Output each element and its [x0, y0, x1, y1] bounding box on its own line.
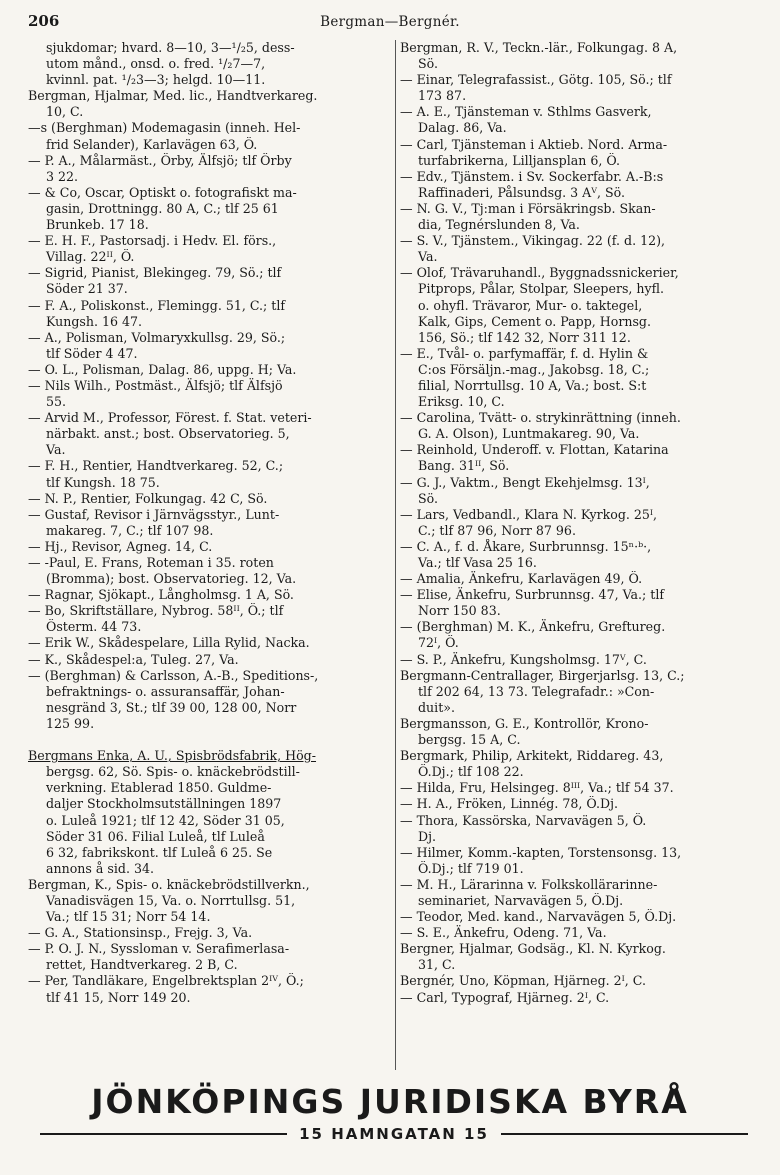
- directory-line: Bergmann-Centrallager, Birgerjarlsg. 13, C.;: [400, 667, 685, 683]
- directory-line: (Bromma); bost. Observatorieg. 12, Va.: [46, 571, 297, 587]
- directory-line: — Bo, Skriftställare, Nybrog. 58ᴵᴵ, Ö.; tlf: [28, 603, 284, 619]
- directory-line: G. A. Olson), Luntmakareg. 90, Va.: [418, 426, 640, 442]
- directory-line: — Ragnar, Sjökapt., Långholmsg. 1 A, Sö.: [28, 587, 294, 603]
- directory-line: — K., Skådespel:a, Tuleg. 27, Va.: [28, 651, 239, 667]
- directory-line: dia, Tegnérslunden 8, Va.: [418, 217, 580, 233]
- directory-line: bergsg. 62, Sö. Spis- o. knäckebrödstill-: [46, 764, 300, 780]
- directory-line: Va.: [46, 442, 66, 458]
- directory-line: tlf 202 64, 13 73. Telegrafadr.: »Con-: [418, 683, 655, 699]
- directory-line: — C. A., f. d. Åkare, Surbrunnsg. 15ⁿ·ᵇ·,: [400, 538, 652, 554]
- directory-line: — P. A., Målarmäst., Örby, Älfsjö; tlf Örby: [28, 152, 292, 168]
- directory-line: Va.; tlf Vasa 25 16.: [418, 555, 537, 570]
- left-rule: [40, 1133, 287, 1135]
- page-number: 206: [28, 12, 60, 30]
- directory-line: — A., Polisman, Volmaryxkullsg. 29, Sö.;: [28, 329, 286, 345]
- directory-line: annons å sid. 34.: [46, 860, 154, 876]
- directory-line: —s (Berghman) Modemagasin (inneh. Hel-: [28, 120, 301, 136]
- directory-line: — Hilda, Fru, Helsingeg. 8ᴵᴵᴵ, Va.; tlf 54 37.: [400, 780, 674, 796]
- directory-line: — G. J., Vaktm., Bengt Ekehjelmsg. 13ᴵ,: [400, 474, 650, 490]
- column-divider: [395, 40, 396, 1070]
- directory-line: Bergmark, Philip, Arkitekt, Riddareg. 43,: [400, 748, 664, 764]
- directory-line: Bergman, K., Spis- o. knäckebrödstillverkn.,: [28, 876, 310, 892]
- directory-line: — Hilmer, Komm.-kapten, Torstensonsg. 13,: [400, 844, 682, 860]
- directory-line: befraktnings- o. assuransaffär, Johan-: [46, 683, 285, 699]
- directory-line: Bergnér, Uno, Köpman, Hjärneg. 2ᴵ, C.: [400, 973, 646, 989]
- directory-line: — (Berghman) M. K., Änkefru, Greftureg.: [400, 619, 666, 635]
- directory-line: Söder 31 06. Filial Luleå, tlf Luleå: [46, 828, 265, 844]
- directory-line: tlf 41 15, Norr 149 20.: [46, 989, 191, 1005]
- directory-line: Dj.: [418, 828, 437, 844]
- directory-line: duit».: [418, 699, 455, 715]
- directory-line: Bang. 31ᴵᴵ, Sö.: [418, 458, 510, 474]
- advertisement-title: JÖNKÖPINGS JURIDISKA BYRÅ: [91, 1082, 689, 1121]
- directory-line: tlf Kungsh. 18 75.: [46, 474, 160, 490]
- directory-line: — Lars, Vedbandl., Klara N. Kyrkog. 25ᴵ,: [400, 506, 658, 522]
- right-column: [400, 40, 770, 1006]
- directory-line: nesgränd 3, St.; tlf 39 00, 128 00, Norr: [46, 699, 297, 715]
- directory-line: Bergner, Hjalmar, Godsäg., Kl. N. Kyrkog.: [400, 941, 666, 957]
- directory-line: tlf Söder 4 47.: [46, 345, 138, 361]
- directory-line: Pitprops, Pålar, Stolpar, Sleepers, hyfl.: [418, 281, 665, 297]
- directory-line: — Carolina, Tvätt- o. strykinrättning (inneh.: [400, 410, 681, 426]
- directory-line: — P. O. J. N., Syssloman v. Serafimerlasa-: [28, 941, 290, 957]
- directory-line: Dalag. 86, Va.: [418, 120, 507, 136]
- directory-line: rettet, Handtverkareg. 2 B, C.: [46, 957, 238, 973]
- directory-line: — Sigrid, Pianist, Blekingeg. 79, Sö.; tlf: [28, 265, 282, 281]
- directory-line: — N. G. V., Tj:man i Försäkringsb. Skan-: [400, 200, 656, 216]
- directory-line: Bergmans Enka, A. U., Spisbrödsfabrik, Hög-: [28, 748, 317, 764]
- directory-line: 55.: [46, 394, 67, 410]
- directory-line: Va.; tlf 15 31; Norr 54 14.: [46, 909, 211, 925]
- directory-line: — Nils Wilh., Postmäst., Älfsjö; tlf Älfsjö: [28, 377, 283, 393]
- directory-line: Brunkeb. 17 18.: [46, 217, 149, 233]
- directory-line: — N. P., Rentier, Folkungag. 42 C, Sö.: [28, 490, 268, 506]
- directory-line: C.; tlf 87 96, Norr 87 96.: [418, 522, 576, 538]
- directory-line: 10, C.: [46, 104, 84, 120]
- left-column: [28, 40, 390, 1006]
- right-rule: [501, 1133, 748, 1135]
- directory-line: 3 22.: [46, 168, 79, 184]
- directory-line: makareg. 7, C.; tlf 107 98.: [46, 522, 214, 538]
- directory-line: o. Luleå 1921; tlf 12 42, Söder 31 05,: [46, 812, 285, 828]
- directory-line: — Olof, Trävaruhandl., Byggnadssnickerier,: [400, 265, 679, 281]
- directory-line: filial, Norrtullsg. 10 A, Va.; bost. S:t: [418, 377, 647, 393]
- advertisement-address: 15 HAMNGATAN 15: [299, 1125, 489, 1143]
- directory-line: Ö.Dj.; tlf 108 22.: [418, 764, 524, 780]
- directory-line: kvinnl. pat. ¹/₂3—3; helgd. 10—11.: [46, 72, 266, 88]
- directory-line: Kalk, Gips, Cement o. Papp, Hornsg.: [418, 313, 651, 329]
- directory-line: 173 87.: [418, 88, 467, 104]
- directory-line: Sö.: [418, 490, 438, 506]
- directory-line: Söder 21 37.: [46, 281, 128, 297]
- directory-line: Raffinaderi, Pålsundsg. 3 Aⱽ, Sö.: [418, 184, 625, 200]
- directory-line: 6 32, fabrikskont. tlf Luleå 6 25. Se: [46, 844, 273, 860]
- directory-line: — Teodor, Med. kand., Narvavägen 5, Ö.Dj.: [400, 909, 677, 925]
- directory-line: Österm. 44 73.: [46, 619, 142, 635]
- directory-line: — Thora, Kassörska, Narvavägen 5, Ö.: [400, 812, 647, 828]
- directory-line: — Arvid M., Professor, Förest. f. Stat. veteri-: [28, 410, 312, 426]
- directory-line: — (Berghman) & Carlsson, A.-B., Speditions-,: [28, 667, 319, 683]
- directory-line: daljer Stockholmsutställningen 1897: [46, 796, 282, 812]
- running-head: Bergman—Bergnér.: [320, 14, 460, 30]
- directory-line: turfabrikerna, Lilljansplan 6, Ö.: [418, 152, 620, 168]
- directory-line: 156, Sö.; tlf 142 32, Norr 311 12.: [418, 329, 631, 345]
- directory-line: — Edv., Tjänstem. i Sv. Sockerfabr. A.-B:s: [400, 168, 664, 184]
- directory-line: Eriksg. 10, C.: [418, 394, 505, 410]
- directory-line: Bergman, R. V., Teckn.-lär., Folkungag. 8 A,: [400, 40, 678, 55]
- directory-line: — S. E., Änkefru, Odeng. 71, Va.: [400, 925, 607, 941]
- directory-line: — Carl, Tjänsteman i Aktieb. Nord. Arma-: [400, 136, 668, 152]
- advertisement-address-banner: [28, 1125, 760, 1143]
- directory-line: — Erik W., Skådespelare, Lilla Rylid, Nacka.: [28, 635, 310, 651]
- directory-line: — Elise, Änkefru, Surbrunnsg. 47, Va.; tlf: [400, 587, 665, 603]
- directory-line: — Amalia, Änkefru, Karlavägen 49, Ö.: [400, 571, 643, 587]
- directory-line: 72ᴵ, Ö.: [418, 635, 459, 651]
- directory-line: 125 99.: [46, 715, 95, 731]
- directory-line: Sö.: [418, 56, 438, 72]
- directory-line: — S. P., Änkefru, Kungsholmsg. 17ⱽ, C.: [400, 651, 647, 667]
- directory-line: — F. H., Rentier, Handtverkareg. 52, C.;: [28, 458, 284, 474]
- directory-line: — M. H., Lärarinna v. Folkskollärarinne-: [400, 876, 658, 892]
- directory-line: — & Co, Oscar, Optiskt o. fotografiskt ma-: [28, 184, 297, 200]
- directory-line: — F. A., Poliskonst., Flemingg. 51, C.; tlf: [28, 297, 286, 313]
- directory-line: Norr 150 83.: [418, 603, 501, 619]
- directory-line: — A. E., Tjänsteman v. Sthlms Gasverk,: [400, 104, 652, 120]
- directory-line: seminariet, Narvavägen 5, Ö.Dj.: [418, 892, 624, 908]
- directory-line: — Gustaf, Revisor i Järnvägsstyr., Lunt-: [28, 506, 280, 522]
- directory-line: C:os Försäljn.-mag., Jakobsg. 18, C.;: [418, 361, 650, 377]
- directory-line: Kungsh. 16 47.: [46, 313, 143, 329]
- directory-line: — Carl, Typograf, Hjärneg. 2ᴵ, C.: [400, 989, 610, 1005]
- directory-line: 31, C.: [418, 957, 456, 973]
- directory-line: frid Selander), Karlavägen 63, Ö.: [46, 136, 258, 152]
- directory-line: — Reinhold, Underoff. v. Flottan, Katarina: [400, 442, 669, 458]
- directory-line: — G. A., Stationsinsp., Frejg. 3, Va.: [28, 925, 253, 941]
- directory-line: bergsg. 15 A, C.: [418, 732, 521, 748]
- directory-line: gasin, Drottningg. 80 A, C.; tlf 25 61: [46, 200, 279, 216]
- directory-line: närbakt. anst.; bost. Observatorieg. 5,: [46, 426, 290, 442]
- directory-line: Villag. 22ᴵᴵ, Ö.: [46, 249, 135, 265]
- directory-line: — Hj., Revisor, Agneg. 14, C.: [28, 538, 213, 554]
- directory-line: — E. H. F., Pastorsadj. i Hedv. El. förs.,: [28, 233, 277, 249]
- directory-line: — S. V., Tjänstem., Vikingag. 22 (f. d. 12),: [400, 233, 666, 249]
- directory-line: — Per, Tandläkare, Engelbrektsplan 2ᴵⱽ, Ö.;: [28, 973, 304, 989]
- directory-line: Ö.Dj.; tlf 719 01.: [418, 860, 524, 876]
- directory-line: Va.: [418, 249, 438, 265]
- directory-line: utom månd., onsd. o. fred. ¹/₂7—7,: [46, 56, 266, 72]
- directory-line: Vanadisvägen 15, Va. o. Norrtullsg. 51,: [46, 892, 296, 908]
- directory-line: — O. L., Polisman, Dalag. 86, uppg. H; Va.: [28, 361, 297, 377]
- directory-line: Bergmansson, G. E., Kontrollör, Krono-: [400, 715, 649, 731]
- directory-line: — E., Tvål- o. parfymaffär, f. d. Hylin &: [400, 345, 649, 361]
- directory-line: — Einar, Telegrafassist., Götg. 105, Sö.; tlf: [400, 72, 672, 88]
- directory-line: [28, 732, 390, 748]
- directory-line: sjukdomar; hvard. 8—10, 3—¹/₂5, dess-: [46, 40, 295, 55]
- directory-line: — -Paul, E. Frans, Roteman i 35. roten: [28, 555, 274, 570]
- directory-line: — H. A., Fröken, Linnég. 78, Ö.Dj.: [400, 796, 618, 812]
- directory-line: o. ohyfl. Trävaror, Mur- o. taktegel,: [418, 297, 643, 313]
- directory-line: Bergman, Hjalmar, Med. lic., Handtverkareg.: [28, 88, 318, 104]
- directory-line: verkning. Etablerad 1850. Guldme-: [46, 780, 272, 796]
